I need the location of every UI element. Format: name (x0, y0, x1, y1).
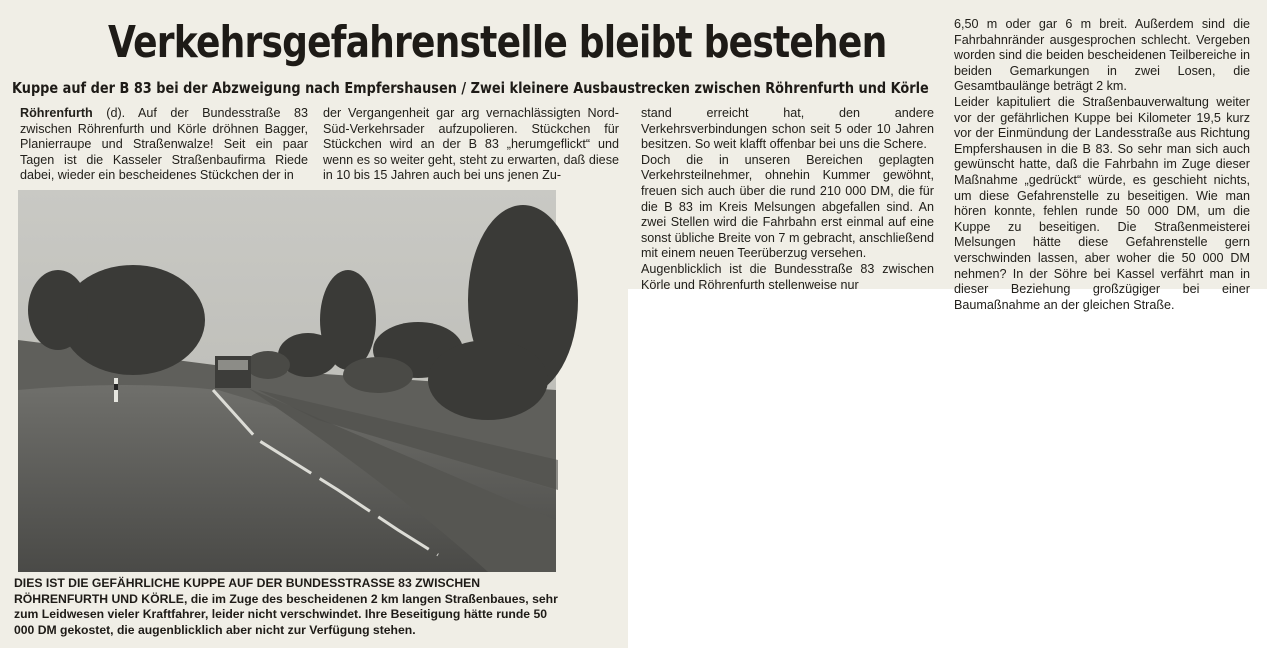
blank-area (628, 289, 1267, 648)
article-column-1-text: (d). Auf der Bundesstraße 83 zwischen Röhrenfurth und Körle dröhnen Bagger, Planierraupe und Straßenwalze! Seit ein paar Tagen ist die Kasseler Straßenbaufirma Riede dabei, wieder ein bescheidenes Stückchen der in (20, 106, 308, 183)
article-column-3: stand erreicht hat, den andere Verkehrsverbindungen schon seit 5 oder 10 Jahren besitzen. So weit klafft offenbar bei uns die Schere. Doch die in unseren Bereichen geplagten Verkehrsteilnehmer, ohnehin Kummer gewöhnt, freuen sich auch über die rund 210 000 DM, die für die B 83 im Kreis Melsungen abgefallen sind. An zwei Stellen wird die Fahrbahn erst einmal auf eine sonst übliche Breite von 7 m gebracht, anschließend mit einem neuen Teerüberzug versehen. Augenblicklich ist die Bundesstraße 83 zwischen Körle und Röhrenfurth stellenweise nur (641, 106, 934, 292)
photo-caption: DIES IST DIE GEFÄHRLICHE KUPPE AUF DER BUNDESSTRASSE 83 ZWISCHEN RÖHRENFURTH UND KÖRLE, die im Zuge des bescheidenen 2 km langen Straßenbaues, sehr zum Leidwesen vieler Kraftfahrer, leider nicht verschwindet. Ihre Beseitigung hätte runde 50 000 DM gekostet, die augenblicklich aber nicht zur Verfügung stehen. (14, 576, 558, 637)
article-column-4: 6,50 m oder gar 6 m breit. Außerdem sind die Fahrbahnränder ausgesprochen schlecht. Vergeben worden sind die beiden bescheidenen Teilbereiche in beiden Gemarkungen in zwei Losen, die Gesamtbaulänge beträgt 2 km. Leider kapituliert die Straßenbauverwaltung weiter vor der gefährlichen Kuppe bei Kilometer 19,5 kurz vor der Einmündung der Landesstraße aus Richtung Empfershausen in die B 83. So sehr man sich auch gewünscht hatte, daß die Fahrbahn im Zuge dieser Maßnahme „gedrückt“ würde, es geschieht nichts, um diese Gefahrenstelle zu beseitigen. Wie man hören konnte, fehlen runde 50 000 DM, um die Kuppe zu beseitigen. Die Straßenmeisterei Melsungen hätte diese Gefahrenstelle gern verschwinden lassen, aber woher die 50 000 DM nehmen? In der Söhre bei Kassel verfährt man in dieser Beziehung großzügiger bei einer Baumaßnahme an der gleichen Straße. (954, 17, 1250, 312)
article-dateline: Röhrenfurth (20, 106, 93, 120)
road-photo (18, 190, 556, 572)
article-headline: Verkehrsgefahrenstelle bleibt bestehen (108, 17, 887, 68)
article-subheadline: Kuppe auf der B 83 bei der Abzweigung nach Empfershausen / Zwei kleinere Ausbaustrecken zwischen Röhrenfurth und Körle (12, 79, 929, 97)
article-column-2: der Vergangenheit gar arg vernachlässigten Nord-Süd-Verkehrsader aufzupolieren. Stückchen für Stückchen wird an der B 83 „herumgeflickt“ und wenn es so weiter geht, steht zu erwarten, daß diese in 10 bis 15 Jahren auch bei uns jenen Zu- (323, 106, 619, 183)
article-column-1 (20, 106, 308, 183)
